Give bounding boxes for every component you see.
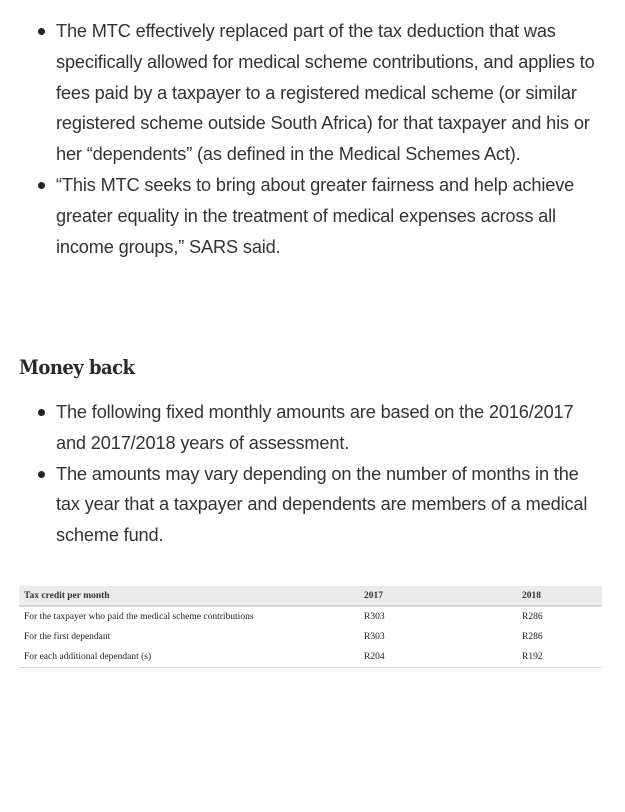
table-row xyxy=(19,606,602,627)
list-item-text: The amounts may vary depending on the number of months in the tax year that a taxpayer and dependents are members of a medical scheme fund. xyxy=(56,463,588,546)
section-heading: Money back xyxy=(19,355,135,379)
list-item xyxy=(0,459,625,551)
value-2018: R286 xyxy=(522,612,543,622)
list-item xyxy=(0,16,625,170)
value-2017: R204 xyxy=(359,647,517,668)
bullet-icon xyxy=(38,471,45,478)
value-2018: R192 xyxy=(517,647,602,668)
table-header-row xyxy=(19,586,602,606)
row-label: For each additional dependant (s) xyxy=(19,647,359,668)
header-2017: 2017 xyxy=(359,586,517,606)
value-2017: R303 xyxy=(364,632,385,642)
bullet-icon xyxy=(38,182,45,189)
value-2018: R286 xyxy=(522,632,543,642)
list-item xyxy=(0,397,625,459)
bullet-icon xyxy=(38,409,45,416)
table-row xyxy=(19,627,602,647)
bullet-icon xyxy=(38,28,45,35)
header-2018: 2018 xyxy=(517,586,602,606)
list-item xyxy=(0,170,625,262)
intro-bullet-list xyxy=(0,16,625,262)
value-2017: R303 xyxy=(364,612,385,622)
list-item-text: The MTC effectively replaced part of the tax deduction that was specifically allowed for medical scheme contributions, and applies to fees paid by a taxpayer to a registered medical scheme (or similar registered scheme outside South Africa) for that taxpayer and his or her “dependents” (as defined in the Medical Schemes Act). xyxy=(56,21,595,165)
tax-credit-table xyxy=(19,586,602,668)
table-row xyxy=(19,647,602,668)
list-item-text: The following fixed monthly amounts are based on the 2016/2017 and 2017/2018 years of assessment. xyxy=(56,402,574,453)
row-label: For the first dependant xyxy=(24,632,111,642)
header-tax-credit-per-month: Tax credit per month xyxy=(19,586,359,606)
money-back-bullet-list xyxy=(0,397,625,551)
row-label: For the taxpayer who paid the medical scheme contributions xyxy=(24,612,254,622)
list-item-text: “This MTC seeks to bring about greater fairness and help achieve greater equality in the treatment of medical expenses across all income groups,” SARS said. xyxy=(56,174,575,257)
